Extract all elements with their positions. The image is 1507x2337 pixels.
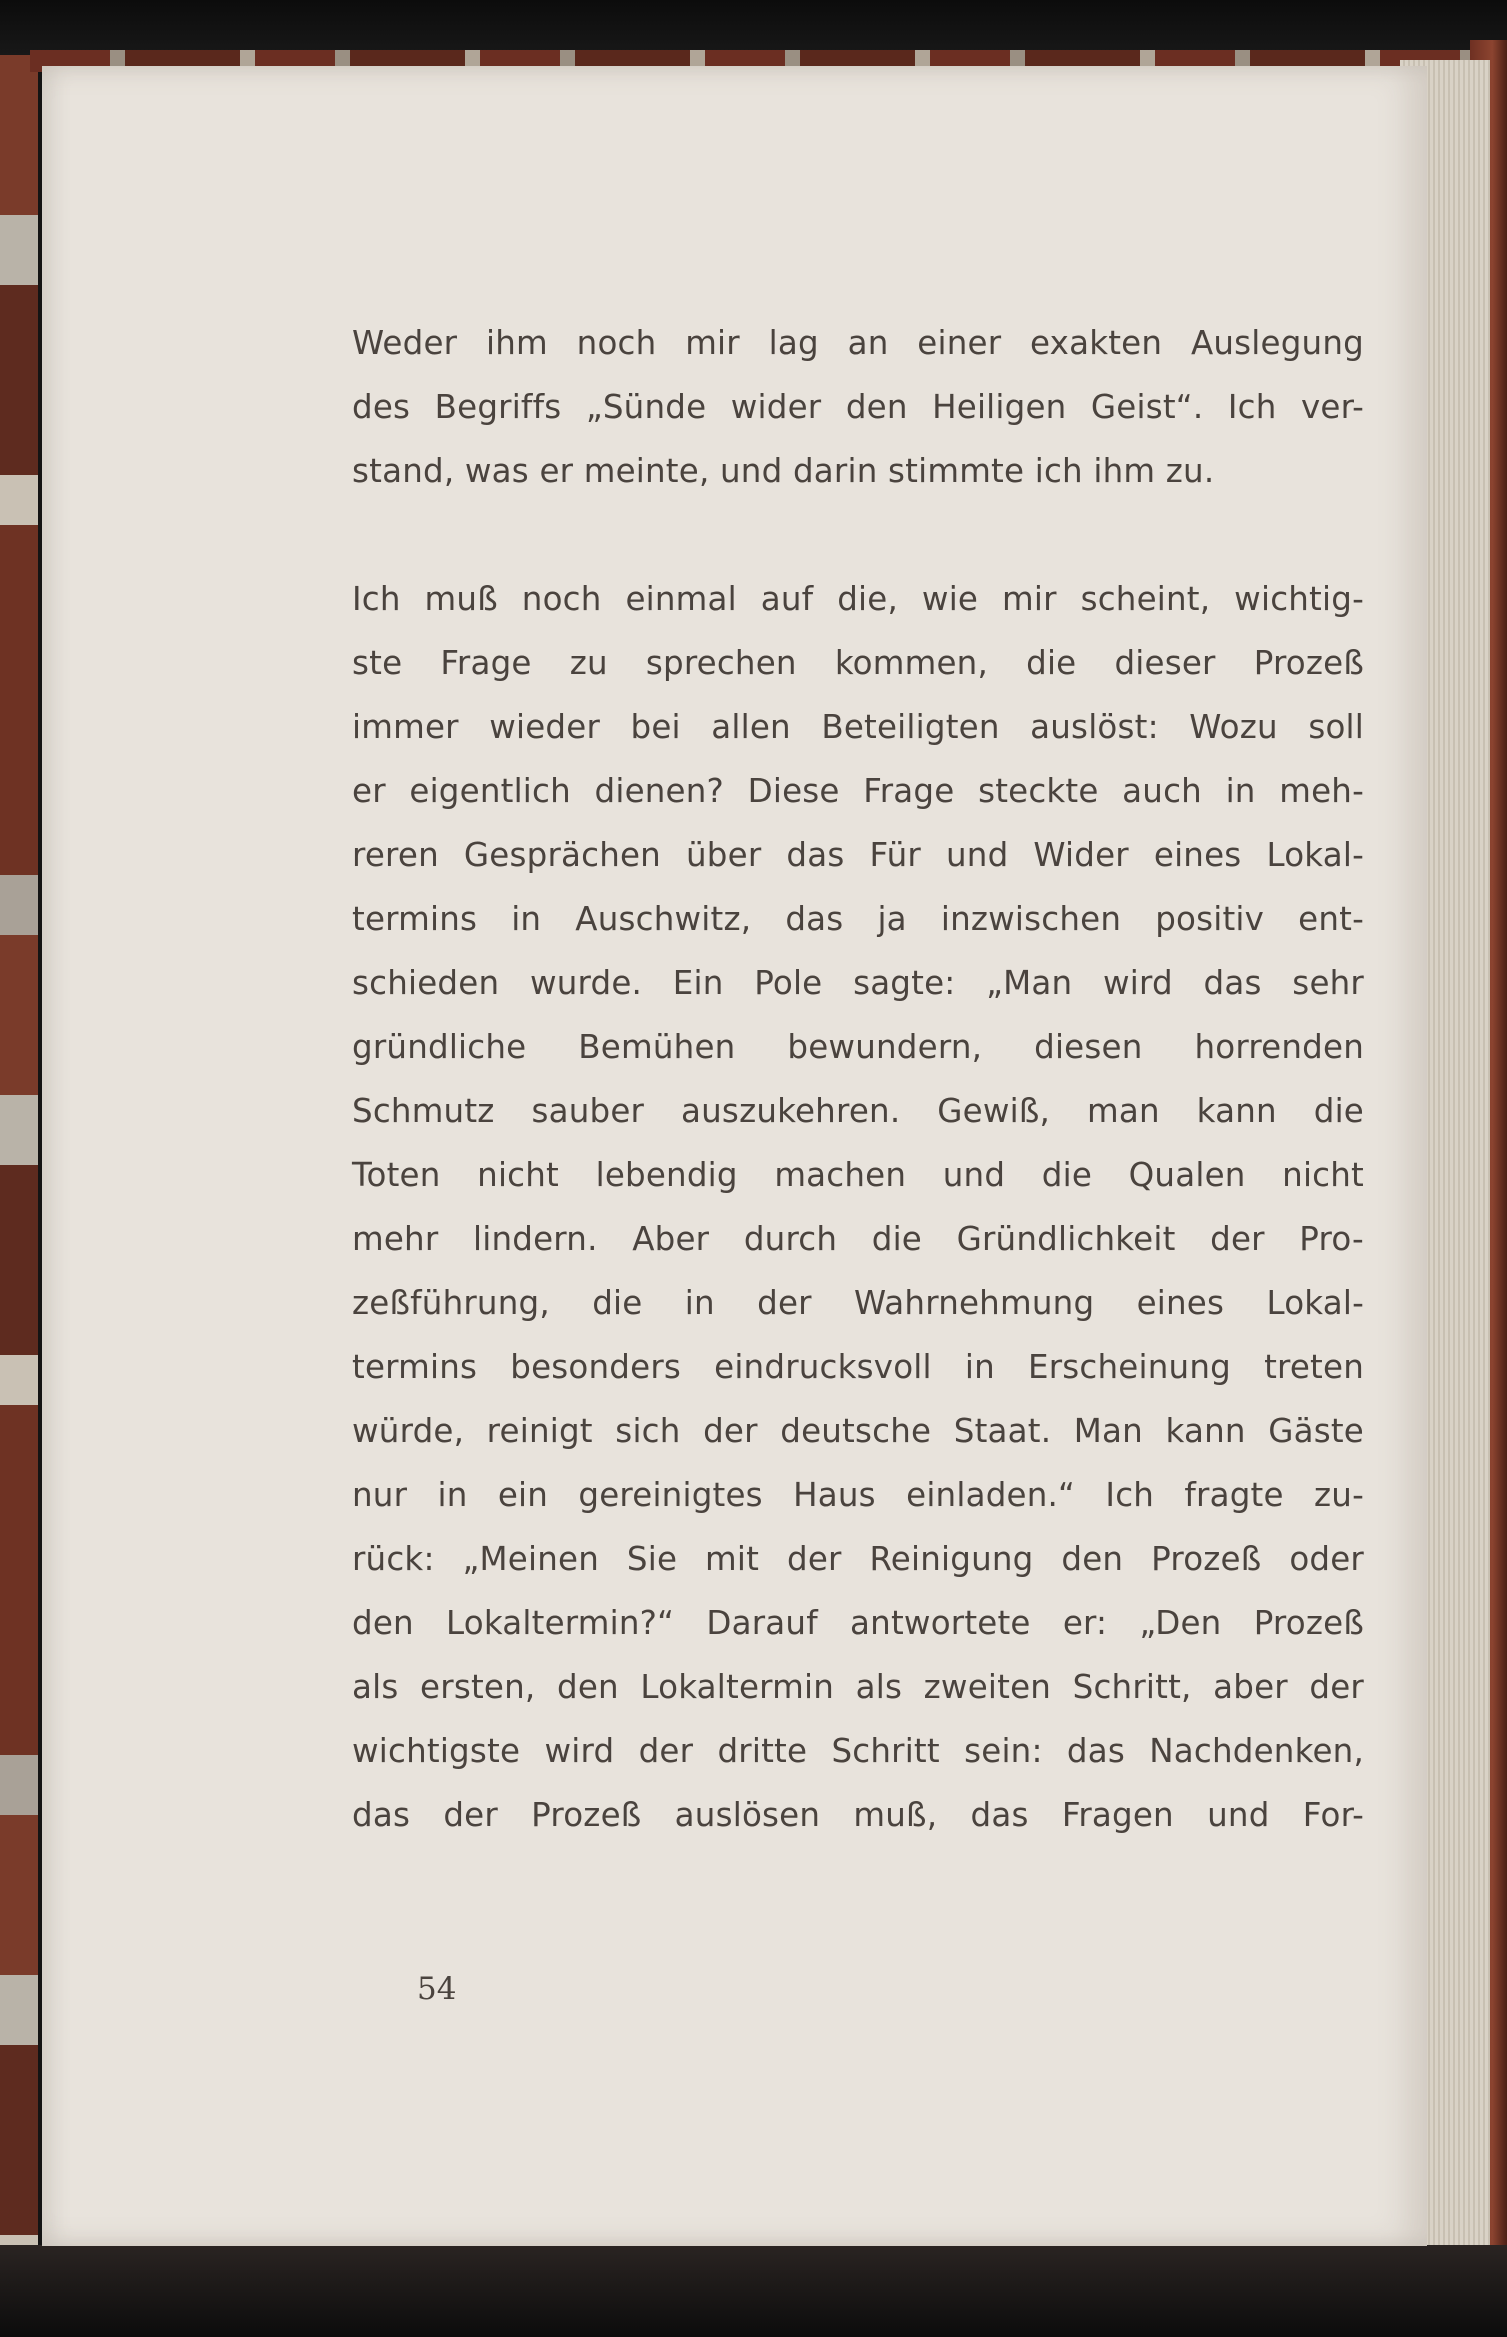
paragraph-1	[352, 311, 1364, 503]
text-line: mehr lindern. Aber durch die Gründlichkeit der Pro-	[352, 1220, 1364, 1258]
text-line: reren Gesprächen über das Für und Wider eines Lokal-	[352, 836, 1364, 874]
text-line: Ich muß noch einmal auf die, wie mir scheint, wichtig-	[352, 580, 1364, 618]
background-bottom	[0, 2245, 1507, 2337]
text-line: zeßführung, die in der Wahrnehmung eines Lokal-	[352, 1284, 1364, 1322]
text-line: immer wieder bei allen Beteiligten auslöst: Wozu soll	[352, 708, 1364, 746]
text-line: des Begriffs „Sünde wider den Heiligen Geist“. Ich ver-	[352, 388, 1364, 426]
text-line: rück: „Meinen Sie mit der Reinigung den Prozeß oder	[352, 1540, 1364, 1578]
body-text	[352, 311, 1364, 1847]
text-line: den Lokaltermin?“ Darauf antwortete er: „Den Prozeß	[352, 1604, 1364, 1642]
book-page	[42, 66, 1427, 2246]
text-line: Schmutz sauber auszukehren. Gewiß, man kann die	[352, 1092, 1364, 1130]
text-line: als ersten, den Lokaltermin als zweiten Schritt, aber der	[352, 1668, 1364, 1706]
text-line: gründliche Bemühen bewundern, diesen horrenden	[352, 1028, 1364, 1066]
text-line: er eigentlich dienen? Diese Frage steckte auch in meh-	[352, 772, 1364, 810]
text-line: termins besonders eindrucksvoll in Erscheinung treten	[352, 1348, 1364, 1386]
paragraph-2	[352, 567, 1364, 1847]
book-cover-left-edge	[0, 55, 38, 2255]
text-line: termins in Auschwitz, das ja inzwischen positiv ent-	[352, 900, 1364, 938]
text-line: schieden wurde. Ein Pole sagte: „Man wird das sehr	[352, 964, 1364, 1002]
text-line: wichtigste wird der dritte Schritt sein: das Nachdenken,	[352, 1732, 1364, 1770]
text-line: ste Frage zu sprechen kommen, die dieser Prozeß	[352, 644, 1364, 682]
page-number: 54	[417, 1971, 457, 2007]
text-line: nur in ein gereinigtes Haus einladen.“ Ich fragte zu-	[352, 1476, 1364, 1514]
text-line: Toten nicht lebendig machen und die Qualen nicht	[352, 1156, 1364, 1194]
text-line: Weder ihm noch mir lag an einer exakten Auslegung	[352, 324, 1364, 362]
text-line: das der Prozeß auslösen muß, das Fragen und For-	[352, 1796, 1364, 1834]
text-line: würde, reinigt sich der deutsche Staat. Man kann Gäste	[352, 1412, 1364, 1450]
text-line: stand, was er meinte, und darin stimmte ich ihm zu.	[352, 452, 1215, 490]
